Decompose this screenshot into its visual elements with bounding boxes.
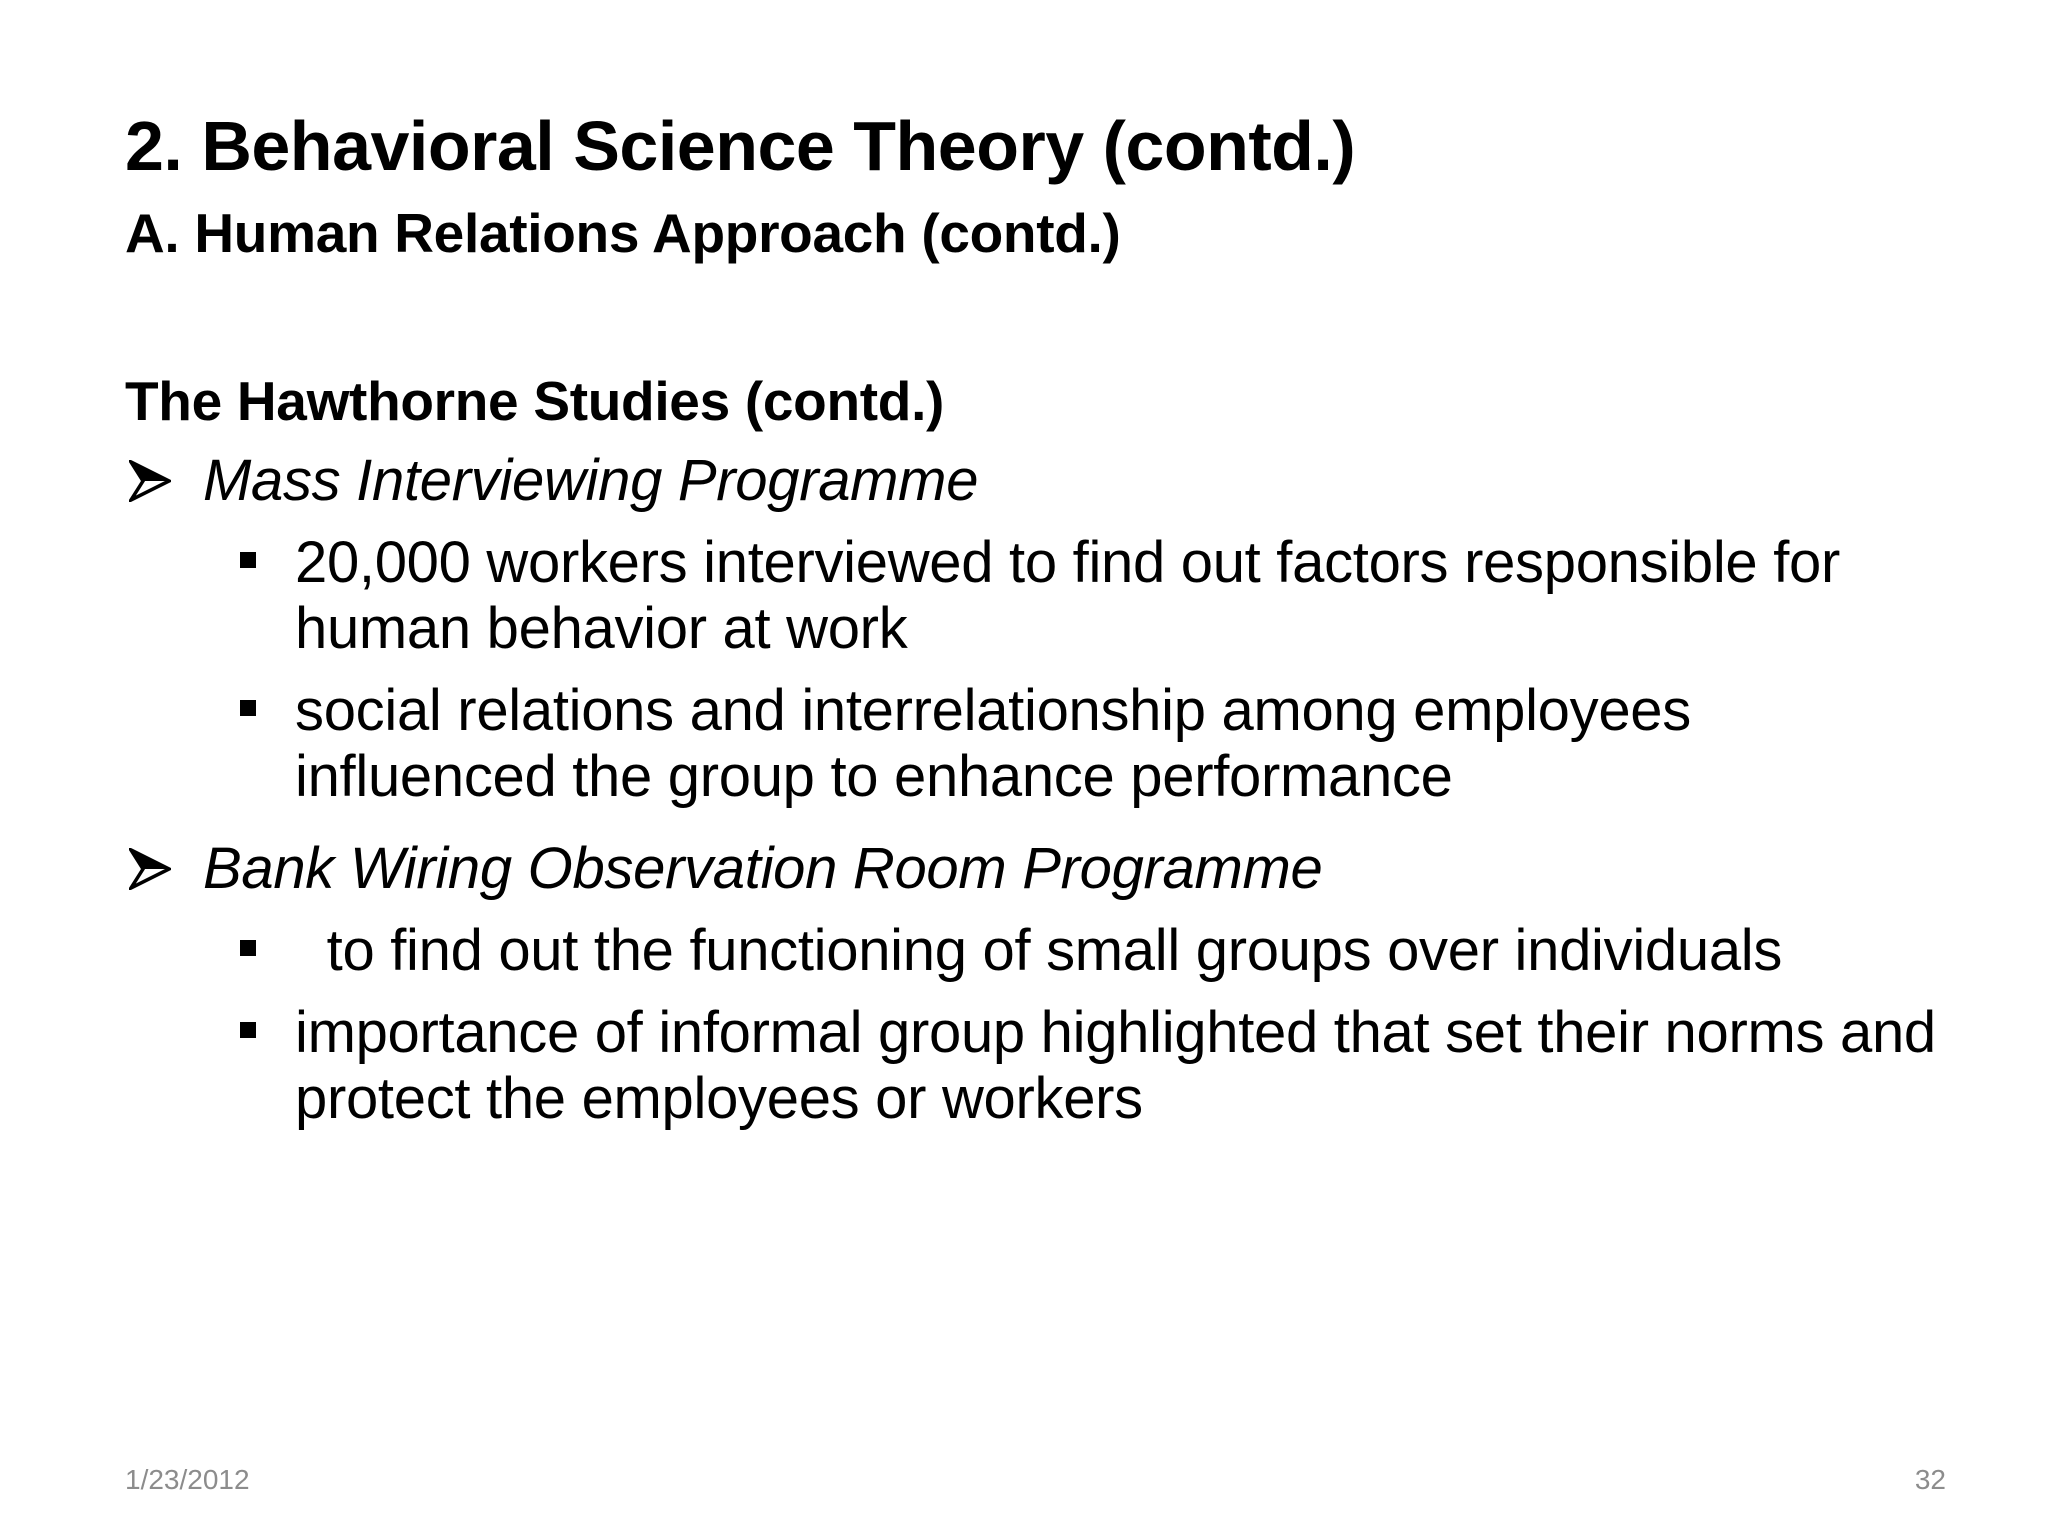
subitem <box>235 918 1955 984</box>
section-heading: The Hawthorne Studies (contd.) <box>125 370 945 432</box>
slide-content <box>125 364 1965 1148</box>
subitem-text: importance of informal group highlighted that set their norms and protect the employees or workers <box>295 1000 1936 1131</box>
slide-title: 2. Behavioral Science Theory (contd.) <box>125 107 1356 185</box>
subitem <box>235 1000 1955 1132</box>
subitem <box>235 530 1955 662</box>
bullet-mass-interviewing <box>125 438 1965 524</box>
arrow-bullet-icon <box>125 826 175 912</box>
footer-page-number: 32 <box>1914 1464 1946 1495</box>
subitem-text: social relations and interrelationship among employees influenced the group to enhance performance <box>295 678 1691 809</box>
square-bullet-icon <box>240 940 256 956</box>
square-bullet-icon <box>240 552 256 568</box>
bullet-text: Mass Interviewing Programme <box>203 448 979 513</box>
subitem-text: 20,000 workers interviewed to find out factors responsible for human behavior at work <box>295 530 1840 661</box>
bullet-bank-wiring <box>125 826 1965 912</box>
footer-date: 1/23/2012 <box>125 1464 250 1495</box>
arrow-bullet-icon <box>125 438 175 524</box>
subitem <box>235 678 1955 810</box>
square-bullet-icon <box>240 700 256 716</box>
subitem-text: to find out the functioning of small groups over individuals <box>295 918 1783 983</box>
slide-subtitle: A. Human Relations Approach (contd.) <box>125 202 1121 264</box>
bullet-text: Bank Wiring Observation Room Programme <box>203 836 1323 901</box>
square-bullet-icon <box>240 1022 256 1038</box>
